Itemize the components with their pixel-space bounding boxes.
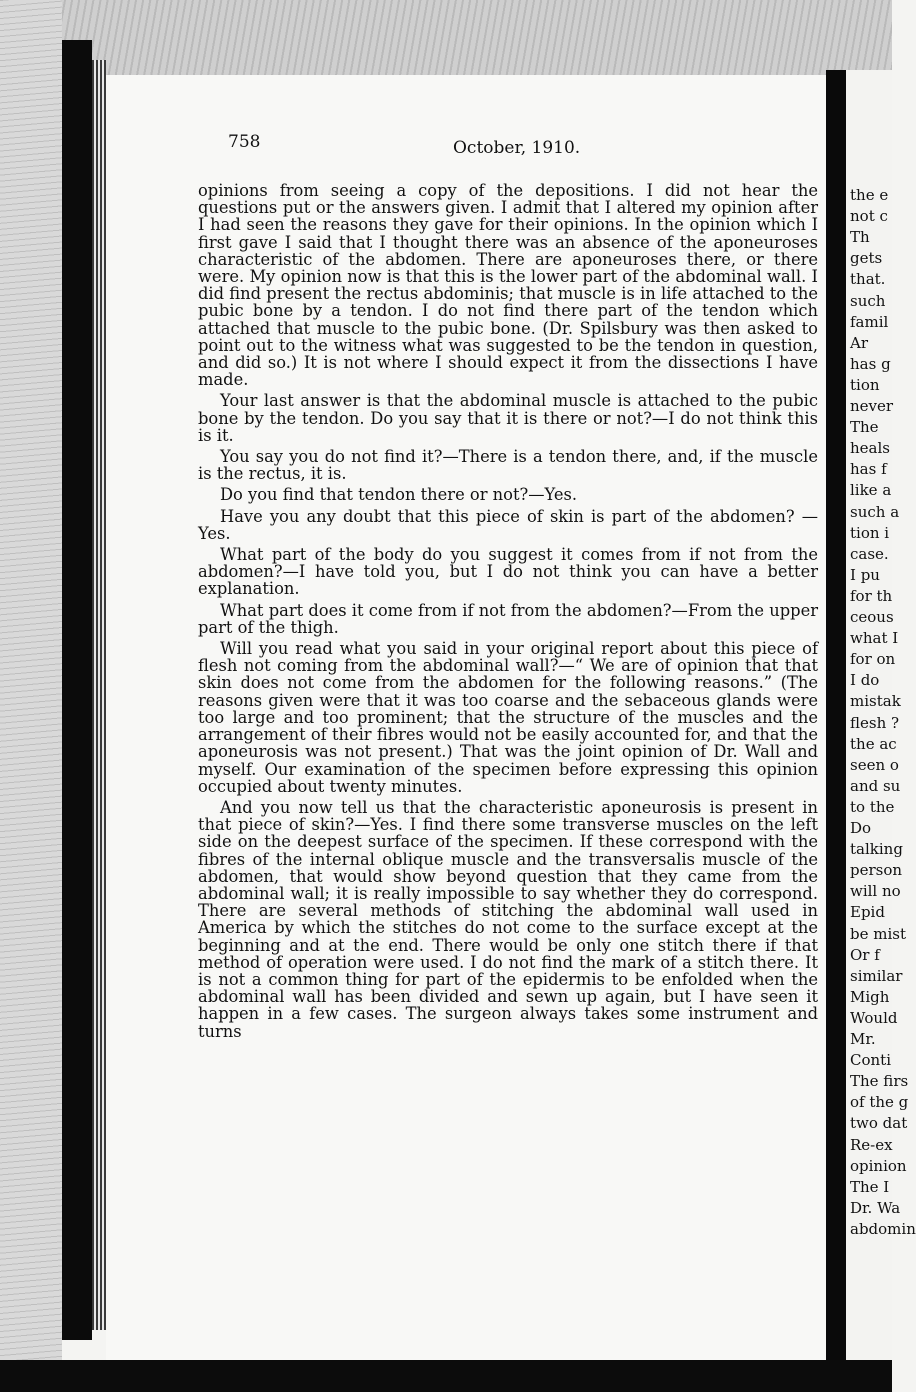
facing-page-fragment: will no — [850, 882, 901, 901]
facing-page-fragment: Would — [850, 1008, 898, 1027]
facing-page-fragment: and su — [850, 776, 901, 795]
paragraph: Do you find that tendon there or not?—Yes. — [220, 485, 577, 505]
body-text — [198, 182, 818, 1040]
facing-page-fragment: tion i — [850, 523, 890, 542]
facing-page-fragment: Re-ex — [850, 1135, 893, 1154]
facing-page-fragment: gets — [850, 249, 883, 268]
facing-page-fragment: what I — [850, 629, 899, 648]
facing-page-fragment: I do — [850, 671, 880, 690]
paragraph: What part of the body do you suggest it comes from if not from the abdomen?—I have told you, but I do not think you can have a better explanation. — [198, 545, 818, 599]
facing-page-fragment: Conti — [850, 1051, 891, 1070]
facing-page-fragment: like a — [850, 481, 892, 500]
facing-page-fragment: seen o — [850, 755, 899, 774]
facing-page-fragment: Dr. Wa — [850, 1198, 901, 1217]
facing-page-fragment: two dat — [850, 1114, 908, 1133]
scan-left-edge — [0, 0, 62, 1392]
page-stack-edges — [92, 60, 106, 1330]
facing-page-fragment: heals — [850, 439, 890, 458]
center-gutter — [826, 70, 846, 1360]
facing-page-fragment: I pu — [850, 565, 880, 584]
facing-page-fragment: be mist — [850, 924, 906, 943]
facing-page-fragment: not c — [850, 207, 888, 226]
facing-page-fragment: of the g — [850, 1093, 909, 1112]
facing-page-fragment: famil — [850, 312, 889, 331]
facing-page-fragment: Do — [850, 819, 872, 837]
facing-page-fragment: person — [850, 861, 903, 880]
facing-page-fragment: case. — [850, 544, 889, 563]
facing-page-fragment: The — [850, 418, 879, 437]
facing-page-fragment: for th — [850, 586, 893, 605]
facing-page-fragment: Migh — [850, 987, 890, 1006]
facing-page-fragment: similar — [850, 966, 903, 985]
facing-page-fragment: that. — [850, 270, 886, 289]
paragraph: Will you read what you said in your original report about this piece of flesh not coming from the abdominal wall?—“ We are of opinion that that skin does not come from the abdomen for the following reasons.” (The reasons given were that it was too coarse and the sebaceous glands were too large and too prominent; that the structure of the muscles and the arrangement of their fibres would not be easily accounted for, and that the aponeurosis was not present.) That was the joint opinion of Dr. Wall and myself. Our examination of the specimen before expressing this opinion occupied about twenty minutes. — [198, 639, 818, 796]
facing-page-fragment: The I — [850, 1177, 890, 1196]
facing-page-fragment: ceous — [850, 608, 894, 626]
facing-page-fragment: Ar — [850, 333, 869, 352]
paragraph: Have you any doubt that this piece of skin is part of the abdomen? —Yes. — [198, 506, 818, 543]
running-head: October, 1910. — [453, 138, 581, 158]
book-binding-shadow — [62, 40, 92, 1340]
paragraph: And you now tell us that the characteristic aponeurosis is present in that piece of skin?—Yes. I find there some transverse muscles on the left side on the deepest surface of the specimen. If these correspond with the fibres of the internal oblique muscle and the transversalis muscle of the abdomen, that would show beyond question that they came from the abdominal wall; it is really impossible to say whether they do correspond. There are several methods of stitching the abdominal wall used in America by which the stitches do not come to the surface except at the beginning and at the end. There would be only one stitch there if that method of operation were used. I do not find the mark of a stitch there. It is not a common thing for part of the epidermis to be enfolded when the abdominal wall has been divided and sewn up again, but I have seen it happen in a few cases. The surgeon always takes some instrument and turns — [198, 797, 818, 1041]
scan-bottom-edge — [0, 1360, 892, 1392]
facing-page-fragment: for on — [850, 650, 896, 669]
paragraph: You say you do not find it?—There is a tendon there, and, if the muscle is the rectus, it is. — [198, 447, 818, 484]
facing-page-fragment: mistak — [850, 692, 901, 711]
facing-page-fragment: has f — [850, 460, 887, 479]
facing-page-fragment: such a — [850, 502, 900, 521]
paragraph: Your last answer is that the abdominal muscle is attached to the pubic bone by the tendon. Do you say that it is there or not?—I do not think this is it. — [198, 391, 818, 445]
paragraph: opinions from seeing a copy of the depositions. I did not hear the questions put or the answers given. I admit that I altered my opinion after I had seen the reasons they gave for their opinions. In the opinion which I first gave I said that I thought there was an absence of the aponeuroses characteristic of the abdomen. There are aponeuroses there, or there were. My opinion now is that this is the lower part of the abdominal wall. I did find present the rectus abdominis; that muscle is in life attached to the pubic bone by a tendon. I do not find there part of the tendon which attached that muscle to the pubic bone. (Dr. Spilsbury was then asked to point out to the witness what was suggested to be the tendon in question, and did so.) It is not where I should expect it from the dissections I have made. — [198, 181, 818, 390]
page-header — [228, 132, 608, 160]
facing-page-edge — [846, 70, 916, 1360]
facing-page-fragment: such — [850, 291, 886, 310]
facing-page-fragment: opinion — [850, 1156, 907, 1175]
facing-page-fragment: never — [850, 397, 894, 415]
facing-page-fragment: flesh ? — [850, 713, 900, 732]
facing-page-fragment: abdomin — [850, 1219, 916, 1238]
facing-page-fragment: the ac — [850, 734, 897, 753]
facing-page-fragment: The firs — [850, 1072, 909, 1091]
facing-page-fragment: Th — [850, 228, 870, 247]
facing-page-fragment: Or f — [850, 945, 880, 964]
page-number: 758 — [228, 132, 261, 152]
facing-page-fragment: Epid — [850, 903, 885, 922]
facing-page-fragment: talking — [850, 840, 903, 859]
facing-page-fragment: Mr. — [850, 1030, 876, 1048]
paragraph: What part does it come from if not from the abdomen?—From the upper part of the thigh. — [198, 600, 818, 637]
facing-page-fragment: the e — [850, 186, 889, 204]
facing-page-fragment: tion — [850, 375, 880, 394]
facing-page-fragment: to the — [850, 797, 895, 816]
facing-page-fragment: has g — [850, 354, 891, 373]
